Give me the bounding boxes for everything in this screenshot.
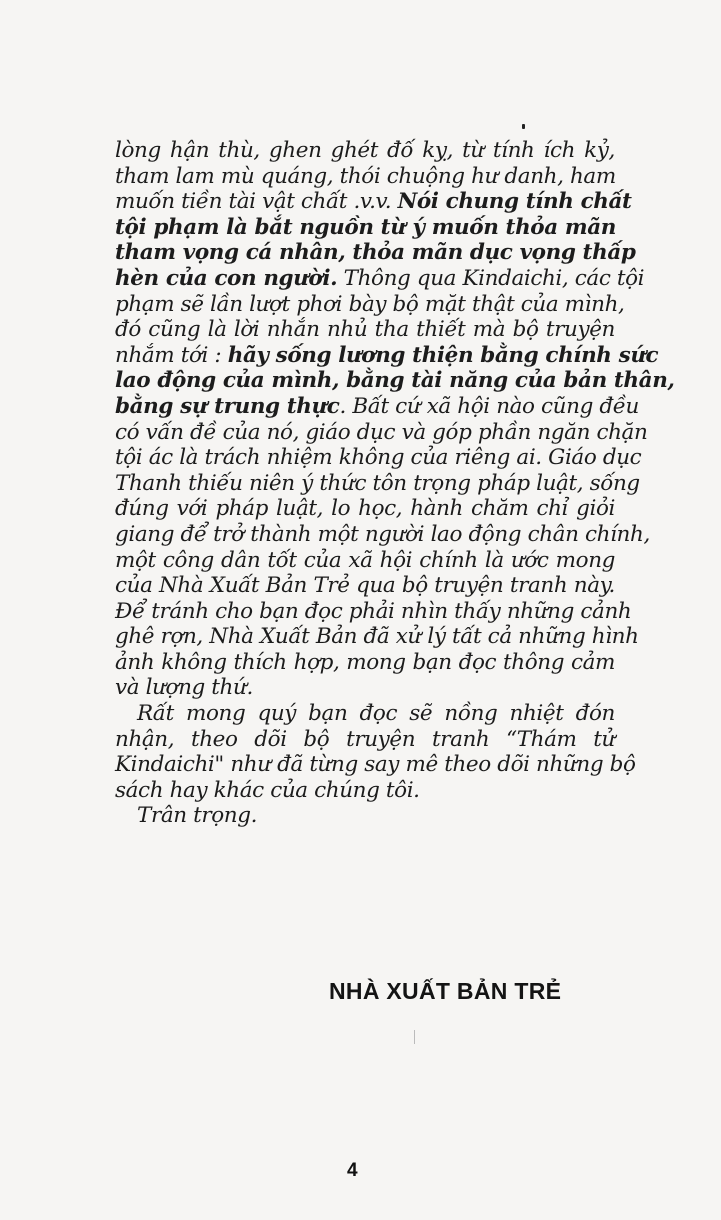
- text-run: tham lam mù quáng, thói chuộng hư danh, ham: [115, 163, 616, 189]
- text-line: [115, 215, 615, 241]
- text-line: [115, 445, 642, 471]
- text-line: [115, 675, 615, 701]
- text-run: Thanh thiếu niên ý thức tôn trọng pháp luật, sống: [115, 470, 640, 496]
- bold-text-run: lao động của mình, bằng tài năng của bản thân,: [115, 368, 675, 394]
- text-line: [115, 368, 675, 394]
- bold-text-run: bằng sự trung thực: [115, 393, 340, 419]
- text-line: [115, 342, 659, 369]
- text-run: đúng với pháp luật, lo học, hành chăm chỉ giỏi: [115, 496, 615, 522]
- ink-speck: [522, 124, 525, 129]
- text-run: tội ác là trách nhiệm không của riêng ai. Giáo dục: [115, 445, 642, 471]
- bold-text-run: tội phạm là bắt nguồn từ ý muốn thỏa mãn: [115, 214, 616, 240]
- text-line: [115, 419, 648, 446]
- text-line: [115, 521, 650, 548]
- text-line: [115, 598, 632, 625]
- text-run: nhắm tới :: [115, 342, 228, 368]
- text-line: sách hay khác của chúng tôi.: [115, 777, 420, 803]
- text-line: [115, 573, 615, 599]
- text-line: nhận, theo dõi bộ truyện tranh “Thám tử: [115, 726, 615, 752]
- text-line: [115, 317, 615, 343]
- closing-line: Trân trọng.: [137, 803, 258, 829]
- text-line: [115, 138, 615, 164]
- text-run: muốn tiền tài vật chất .v.v.: [115, 189, 398, 215]
- text-line: [115, 291, 625, 318]
- text-line: [115, 650, 615, 676]
- text-line: [115, 240, 636, 266]
- bold-text-run: Nói chung tính chất: [397, 189, 632, 215]
- text-run: và lượng thứ.: [115, 675, 253, 701]
- publisher-signature: NHÀ XUẤT BẢN TRẺ: [329, 978, 562, 1004]
- text-run: phạm sẽ lần lượt phơi bày bộ mặt thật của mình,: [115, 291, 625, 317]
- text-line: Kindaichi" như đã từng say mê theo dõi những bộ: [115, 752, 636, 778]
- text-line: [115, 393, 640, 420]
- text-run: đó cũng là lời nhắn nhủ tha thiết mà bộ truyện: [115, 317, 615, 343]
- text-line: [115, 265, 645, 292]
- text-run: một công dân tốt của xã hội chính là ước mong: [115, 547, 615, 573]
- paragraph-2: [115, 701, 636, 803]
- text-run: ảnh không thích hợp, mong bạn đọc thông cảm: [115, 649, 615, 675]
- text-line: [115, 470, 640, 497]
- text-line: [115, 164, 615, 190]
- text-run: ghê rợn, Nhà Xuất Bản đã xử lý tất cả những hình: [115, 624, 639, 650]
- text-run: Thông qua Kindaichi, các tội: [337, 265, 645, 291]
- text-run: lòng hận thù, ghen ghét đố kỵ, từ tính ích kỷ,: [115, 138, 615, 163]
- bold-text-run: hãy sống lương thiện bằng chính sức: [227, 342, 659, 368]
- bold-text-run: tham vọng cá nhân, thỏa mãn dục vọng thấp: [115, 240, 636, 266]
- text-run: có vấn đề của nó, giáo dục và góp phần ngăn chặn: [115, 419, 648, 445]
- text-line: [115, 189, 632, 215]
- text-line: [115, 548, 615, 574]
- text-line: [115, 496, 615, 522]
- text-run: Để tránh cho bạn đọc phải nhìn thấy những cảnh: [115, 598, 632, 624]
- bold-text-run: hèn của con người.: [115, 265, 338, 291]
- text-line: Rất mong quý bạn đọc sẽ nồng nhiệt đón: [137, 701, 615, 727]
- margin-mark: [414, 1030, 415, 1044]
- text-run: giang để trở thành một người lao động chân chính,: [115, 521, 650, 547]
- text-run: . Bất cứ xã hội nào cũng đều: [339, 393, 640, 419]
- page-number: 4: [347, 1160, 358, 1181]
- paragraph-1: [115, 138, 675, 701]
- text-line: [115, 624, 639, 650]
- body-text: [115, 138, 675, 829]
- text-run: của Nhà Xuất Bản Trẻ qua bộ truyện tranh này.: [115, 573, 615, 599]
